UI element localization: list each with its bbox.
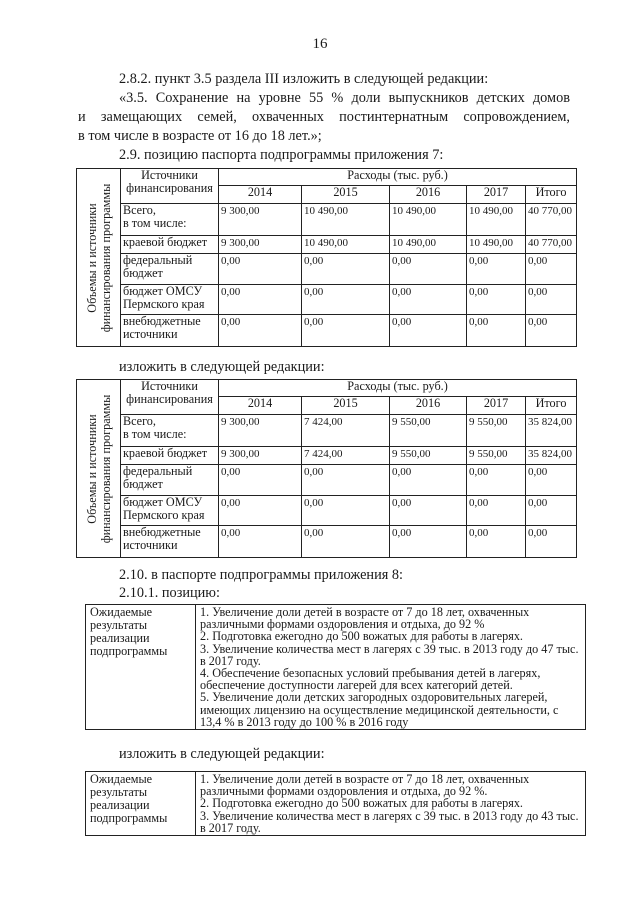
sources-header: Источники финансирования — [121, 380, 219, 415]
value-cell: 0,00 — [526, 315, 577, 347]
list-item: 3. Увеличение количества мест в лагерях с 39 тыс. в 2013 году до 43 тыс. в 2017 году. — [200, 808, 579, 835]
value-cell: 9 300,00 — [219, 415, 302, 447]
row-label: Всего, в том числе: — [121, 204, 219, 236]
row-label: внебюджетные источники — [121, 526, 219, 558]
list-item: 2. Подготовка ежегодно до 500 вожатых для работы в лагерях. — [200, 629, 523, 644]
results-table-new — [85, 771, 586, 836]
results-label: Ожидаемые результаты реализации подпрограммы — [86, 605, 196, 730]
value-cell: 35 824,00 — [526, 415, 577, 447]
value-cell: 0,00 — [526, 526, 577, 558]
paragraph-new-edition-1: изложить в следующей редакции: — [119, 359, 325, 375]
value-cell: 9 550,00 — [390, 447, 467, 465]
expenses-header: Расходы (тыс. руб.) — [219, 169, 577, 186]
year-header: 2016 — [390, 186, 467, 204]
value-cell: 0,00 — [219, 254, 302, 285]
value-cell: 10 490,00 — [302, 204, 390, 236]
year-header: 2014 — [219, 397, 302, 415]
row-label: Всего, в том числе: — [121, 415, 219, 447]
value-cell: 0,00 — [390, 526, 467, 558]
value-cell: 0,00 — [219, 496, 302, 526]
value-cell: 40 770,00 — [526, 204, 577, 236]
results-list — [196, 605, 586, 730]
table-row — [77, 285, 577, 315]
table-row — [77, 447, 577, 465]
value-cell: 9 550,00 — [467, 447, 526, 465]
list-item: 5. Увеличение доли детских загородных оздоровительных лагерей, имеющих лицензию на осуществление медицинской деятельности, с 13,4 % в 2013 году до 100 % в 2016 году — [200, 690, 559, 729]
value-cell: 0,00 — [390, 465, 467, 496]
table-row — [77, 204, 577, 236]
table-row — [77, 465, 577, 496]
value-cell: 0,00 — [390, 496, 467, 526]
row-label: бюджет ОМСУ Пермского края — [121, 496, 219, 526]
row-label: внебюджетные источники — [121, 315, 219, 347]
list-item: 2. Подготовка ежегодно до 500 вожатых для работы в лагерях. — [200, 796, 523, 811]
value-cell: 9 550,00 — [390, 415, 467, 447]
value-cell: 0,00 — [390, 254, 467, 285]
value-cell: 0,00 — [219, 315, 302, 347]
total-header: Итого — [526, 186, 577, 204]
year-header: 2017 — [467, 186, 526, 204]
expenses-header: Расходы (тыс. руб.) — [219, 380, 577, 397]
paragraph-3-5-line2: и замещающих семей, охваченных постинтернатным сопровождением, — [78, 109, 570, 125]
vertical-section-label: Объемы и источники финансирования программы — [77, 169, 121, 347]
paragraph-2-10: 2.10. в паспорте подпрограммы приложения 8: — [119, 567, 403, 583]
row-label: федеральный бюджет — [121, 465, 219, 496]
table-row — [77, 254, 577, 285]
list-item: 3. Увеличение количества мест в лагерях с 39 тыс. в 2013 году до 47 тыс. в 2017 году. — [200, 641, 579, 668]
value-cell: 0,00 — [219, 285, 302, 315]
row-label: бюджет ОМСУ Пермского края — [121, 285, 219, 315]
page-number: 16 — [312, 36, 328, 52]
value-cell: 0,00 — [467, 254, 526, 285]
list-item: 1. Увеличение доли детей в возрасте от 7 до 18 лет, охваченных различными формами оздоровления и отдыха, до 92 % — [200, 605, 530, 632]
year-header: 2017 — [467, 397, 526, 415]
financing-table-new — [76, 379, 577, 558]
year-header: 2015 — [302, 397, 390, 415]
paragraph-2-8-2: 2.8.2. пункт 3.5 раздела III изложить в следующей редакции: — [119, 71, 489, 87]
value-cell: 0,00 — [219, 465, 302, 496]
year-header: 2014 — [219, 186, 302, 204]
year-header: 2015 — [302, 186, 390, 204]
year-header: 2016 — [390, 397, 467, 415]
table-row — [77, 236, 577, 254]
row-label: федеральный бюджет — [121, 254, 219, 285]
value-cell: 0,00 — [526, 285, 577, 315]
value-cell: 9 300,00 — [219, 204, 302, 236]
value-cell: 0,00 — [467, 285, 526, 315]
table-row — [77, 415, 577, 447]
value-cell: 0,00 — [467, 526, 526, 558]
value-cell: 10 490,00 — [302, 236, 390, 254]
value-cell: 10 490,00 — [467, 204, 526, 236]
paragraph-new-edition-2: изложить в следующей редакции: — [119, 746, 325, 762]
value-cell: 0,00 — [467, 315, 526, 347]
value-cell: 0,00 — [467, 465, 526, 496]
paragraph-3-5-line3: в том числе в возрасте от 16 до 18 лет.»; — [78, 128, 322, 144]
row-label: краевой бюджет — [121, 447, 219, 465]
total-header: Итого — [526, 397, 577, 415]
value-cell: 9 550,00 — [467, 415, 526, 447]
list-item: 1. Увеличение доли детей в возрасте от 7 до 18 лет, охваченных различными формами оздоровления и отдыха, до 92 %. — [200, 772, 530, 799]
value-cell: 0,00 — [390, 285, 467, 315]
value-cell: 10 490,00 — [390, 236, 467, 254]
value-cell: 0,00 — [302, 526, 390, 558]
value-cell: 0,00 — [302, 496, 390, 526]
vertical-section-label: Объемы и источники финансирования программы — [77, 380, 121, 558]
list-item: 4. Обеспечение безопасных условий пребывания детей в лагерях, обеспечение доступности лагерей для всех категорий детей. — [200, 666, 541, 693]
value-cell: 0,00 — [302, 465, 390, 496]
value-cell: 0,00 — [526, 496, 577, 526]
value-cell: 0,00 — [526, 465, 577, 496]
value-cell: 0,00 — [219, 526, 302, 558]
table-row — [77, 526, 577, 558]
paragraph-3-5-line1: «3.5. Сохранение на уровне 55 % доли выпускников детских домов — [119, 90, 570, 106]
results-list — [196, 772, 586, 836]
value-cell: 0,00 — [302, 285, 390, 315]
value-cell: 9 300,00 — [219, 236, 302, 254]
table-row — [77, 496, 577, 526]
results-label: Ожидаемые результаты реализации подпрограммы — [86, 772, 196, 836]
value-cell: 35 824,00 — [526, 447, 577, 465]
value-cell: 10 490,00 — [467, 236, 526, 254]
value-cell: 7 424,00 — [302, 447, 390, 465]
paragraph-2-10-1: 2.10.1. позицию: — [119, 585, 220, 601]
table-row — [77, 315, 577, 347]
financing-table-original — [76, 168, 577, 347]
value-cell: 40 770,00 — [526, 236, 577, 254]
value-cell: 0,00 — [467, 496, 526, 526]
paragraph-2-9: 2.9. позицию паспорта подпрограммы приложения 7: — [119, 147, 444, 163]
value-cell: 10 490,00 — [390, 204, 467, 236]
row-label: краевой бюджет — [121, 236, 219, 254]
value-cell: 0,00 — [302, 315, 390, 347]
results-table-original — [85, 604, 586, 730]
value-cell: 0,00 — [302, 254, 390, 285]
sources-header: Источники финансирования — [121, 169, 219, 204]
value-cell: 0,00 — [390, 315, 467, 347]
value-cell: 0,00 — [526, 254, 577, 285]
value-cell: 7 424,00 — [302, 415, 390, 447]
value-cell: 9 300,00 — [219, 447, 302, 465]
